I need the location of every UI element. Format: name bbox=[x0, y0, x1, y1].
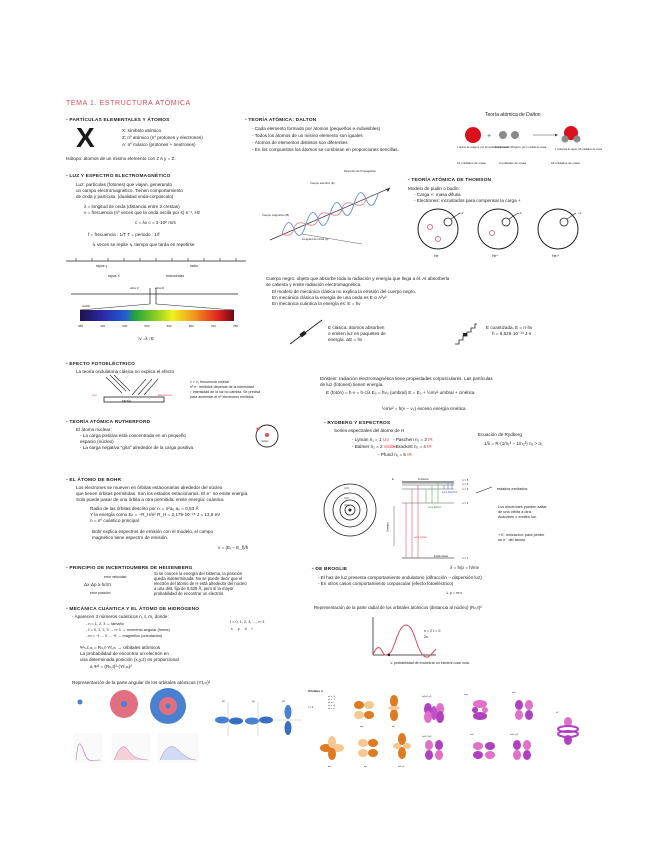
rutherford-atom-icon bbox=[254, 423, 280, 449]
debroglie-text: - En otros casos comportamiento corpuscular (efecto fotoeléctrico) bbox=[318, 581, 454, 586]
orbital-letter: d bbox=[244, 627, 247, 631]
dalton-bullet: - Átomos de elementos distintos son diferentes bbox=[252, 140, 348, 145]
bohr-note: de una órbita a otra. bbox=[498, 510, 532, 514]
rydberg-title: Ecuación de Rydberg bbox=[478, 432, 522, 437]
section-rutherford-heading: • TEORÍA ATÓMICA RUTHERFORD bbox=[66, 420, 150, 425]
dalton-bullet: - Cada elemento formado por átomos (pequeños e indivisibles) bbox=[252, 126, 381, 131]
radial-title: Representación de la parte radial de los orbitales atómicos (distancia al núcleo) (Rₙ,ℓ)² bbox=[314, 605, 482, 610]
dalton-molecules-icon bbox=[455, 108, 595, 168]
serie-balmer: - Balmer n₁ = 2 visible bbox=[352, 444, 397, 449]
heisenberg-text: probabilidad de encontrar un electrón. bbox=[154, 591, 225, 596]
clasica-text: energía. ΔE = hν bbox=[328, 337, 363, 342]
f-label: fyz² bbox=[512, 692, 516, 694]
d-label: dz² bbox=[392, 726, 396, 728]
visible-spectrum-icon bbox=[66, 288, 246, 328]
ir-label: infra R. bbox=[155, 286, 165, 290]
error-velocidad-label: error velocidad bbox=[104, 575, 127, 579]
mecanica-equation: Ψₙ,ℓ,ₘ = Rₙ,ℓ·Yℓ,ₘ → orbitales atómicos bbox=[80, 645, 161, 650]
d-ml-label: mℓ = +1 bbox=[328, 705, 335, 707]
serie-paschen: - Paschen n₁ = 3 IR bbox=[393, 437, 433, 442]
luz-text: ν = frecuencia (nº veces que la onda oscila por s) s⁻¹, Hz bbox=[84, 210, 201, 215]
rutherford-text: espacio (núcleo) bbox=[80, 439, 114, 444]
cuantica-text: E cuantizada, E = n·hν bbox=[486, 325, 533, 330]
luz-text: λ = longitud de onda (distancia entre 2 crestas) bbox=[84, 204, 180, 209]
einstein-equation: ½mv² = h(ν − ν₀) exceso energía cinética bbox=[382, 406, 466, 411]
element-symbol: X bbox=[76, 122, 95, 153]
nm-tick: 780 bbox=[232, 324, 238, 328]
clasica-text: E clásica: átomos absorben bbox=[328, 325, 385, 330]
section-debroglie-heading: • DE BROGLIE bbox=[312, 567, 347, 572]
f-label: fz(x²−y²) bbox=[510, 734, 519, 736]
d-label: dxy bbox=[360, 726, 364, 728]
d-ml-label: mℓ = −2 bbox=[328, 696, 335, 698]
wave-label: Dirección de Propagación bbox=[344, 169, 377, 173]
isotopo-text: Isótopo: átomos de un mismo elemento con ≠ A y = Z. bbox=[66, 156, 176, 161]
heisenberg-text: Si se conoce la energía del sistema, la posición bbox=[154, 571, 243, 576]
bohr-text: n = nº cuántico principal bbox=[90, 518, 139, 523]
section-fotoelectrico-heading: • EFECTO FOTOELÉCTRICO bbox=[66, 362, 135, 367]
arrow-icon bbox=[476, 486, 496, 494]
thomson-atoms-icon bbox=[408, 205, 598, 255]
rutherford-text: - La carga positiva está concentrada en un pequeño bbox=[80, 433, 186, 438]
mecanica-text: una determinada posición (x,y,z) es proporcional bbox=[80, 657, 179, 662]
dalton-caption: 1 átomo de oxígeno, por 16 unidades de masa bbox=[457, 146, 509, 149]
nm-tick: 500 bbox=[122, 324, 128, 328]
thomson-text: - Electrones: incrustados para compensar la carga + bbox=[414, 198, 521, 203]
bohr-text: magnético tiene espectro de emisión. bbox=[92, 535, 169, 540]
mecanica-text: - n = 1, 2, 3 → tamaño bbox=[86, 622, 124, 626]
f-label: fx(x²−3y²) bbox=[422, 736, 432, 738]
orbit-label: n=2 bbox=[344, 496, 349, 500]
nm-tick: 600 bbox=[166, 324, 172, 328]
energy-axis-label: Energía bbox=[386, 522, 390, 532]
visible-label: visible bbox=[82, 304, 91, 308]
f-label: fxyz bbox=[464, 694, 468, 696]
p-orbitals-icon bbox=[214, 700, 304, 740]
luz-equation: c = λν c = 3·10⁸ m/s bbox=[135, 220, 176, 225]
nm-tick: 380 bbox=[78, 324, 84, 328]
bohr-text: Bohr explica espectros de emisión con el modelo, el campo bbox=[92, 529, 214, 534]
cuerpo-negro-text: se calienta y emite radiación electromagnética. bbox=[266, 282, 362, 287]
debroglie-equation: λ = h/p = h/mv bbox=[450, 565, 480, 570]
f-label: fz³ bbox=[556, 712, 559, 714]
error-posicion-label: error posición bbox=[90, 591, 111, 595]
radial-sub: 2s bbox=[424, 635, 428, 639]
em-wave-figure bbox=[262, 168, 402, 248]
rutherford-text: - La carga negativa "gira" alrededor de la carga positiva. bbox=[80, 445, 195, 450]
scale-label: rayos γ bbox=[96, 264, 108, 268]
p-label: py bbox=[252, 700, 255, 703]
serie-brackett: - Brackett n₁ = 4 IR bbox=[393, 444, 432, 449]
d-label: dx²−y² bbox=[398, 766, 405, 768]
heisenberg-text: electrón del átomo de H está alrededor del núcleo bbox=[154, 581, 247, 586]
luz-text: de onda y partícula. (dualidad onda-corpúsculo) bbox=[76, 194, 174, 199]
electrones-label: Electrones bbox=[158, 393, 173, 397]
heisenberg-text: queda indeterminada. No se puede decir que el bbox=[154, 576, 243, 581]
luz-text: ↳ veces se repite ↳ tiempo que tarda en repetirse bbox=[92, 242, 195, 247]
bohr-equation: Radio de las órbitas descrito por rₙ = n²a₀ a₀ = 0,53 Å bbox=[90, 506, 199, 511]
luz-text: Luz: partículas (fotones) que viajan, generando bbox=[76, 182, 173, 187]
f-label: fxz² bbox=[470, 734, 474, 736]
charge-label: +2 bbox=[578, 211, 582, 215]
dalton-caption: 2 átomos de hidrógeno, por 1 unidad de masa bbox=[495, 146, 547, 149]
dalton-bullet: - Todos los átomos de un mismo elemento son iguales bbox=[252, 133, 363, 138]
wave-label: Longitud de Onda (λ) bbox=[302, 237, 329, 241]
orbital-letter: f bbox=[251, 627, 253, 631]
atom-label: He⁺ bbox=[492, 254, 499, 258]
scale-label: microondas bbox=[166, 274, 185, 278]
d-label: dyz bbox=[364, 766, 368, 768]
section-heisenberg-heading: • PRINCIPIO DE INCERTIDUMBRE DE HEISENBERG bbox=[66, 566, 193, 571]
mecanica-text: - m = −ℓ … 0 … +ℓ → magnético (orientación) bbox=[86, 634, 163, 638]
bohr-note: estados excitados bbox=[497, 487, 528, 491]
nm-ticks bbox=[78, 323, 238, 329]
radial-note: ↳ probabilidad de encontrar un electrón casi nula. bbox=[390, 661, 470, 665]
def-a: A: nº másico (protones + neutrones) bbox=[122, 142, 196, 147]
d-ml-label: mℓ = +2 bbox=[328, 708, 335, 710]
atom-label: He bbox=[434, 254, 439, 258]
d-title: Orbitales d bbox=[308, 689, 323, 693]
luz-text: un campo electromagnético. Tienen comportamiento bbox=[76, 188, 183, 193]
orbit-label: n=1 bbox=[344, 503, 349, 507]
bohr-equation: ν = (Eᵢ − E_f)/h bbox=[218, 545, 249, 550]
nm-tick: 650 bbox=[188, 324, 194, 328]
cuerpo-negro-text: En mecánica clásica la energía de una onda es E α A²ν² bbox=[272, 295, 387, 300]
level-label: n = 1 bbox=[462, 556, 469, 560]
dalton-mass: 18 unidades de masa bbox=[551, 161, 580, 165]
em-wave-icon bbox=[262, 168, 402, 248]
bohr-equation: Y la energía como Eₙ = −R_H/n² R_H = 2,179·10⁻¹⁸ J = 13,6 eV bbox=[90, 512, 221, 517]
bohr-orbits-icon bbox=[320, 480, 390, 560]
charge-label: +2 bbox=[518, 211, 522, 215]
serie-lyman: - Lyman n₁ = 1 UV bbox=[352, 437, 390, 442]
angular-title: Representación de la parte angular de los orbitales atómicos (Yℓ,ₘ)² bbox=[72, 680, 211, 685]
svg-text:+: + bbox=[487, 133, 492, 140]
spectrum-footer: ↑ν ↓λ ↑E bbox=[137, 336, 155, 341]
dalton-fig-title: Teoría atómica de Dalton bbox=[485, 112, 541, 118]
dalton-bullet: - En los compuestos los átomos se combinan en proporciones sencillas. bbox=[252, 147, 399, 152]
ramp-icon bbox=[290, 318, 324, 346]
d-orbitals-figure bbox=[306, 688, 418, 770]
energy-levels-icon bbox=[390, 476, 470, 562]
section-dalton-heading: • TEORÍA ATÓMICA: DALTON bbox=[245, 118, 316, 123]
mecanica-text: - ℓ = 0, 1, 2, 3 … n−1 → momento angular (forma) bbox=[86, 628, 170, 632]
cuerpo-negro-text: Cuerpo negro: objeto que absorbe toda la radiación y energía que llega a él. Al absorberla bbox=[266, 276, 450, 281]
orbital-letter: p bbox=[237, 627, 240, 631]
cuerpo-negro-text: En mecánica cuántica la energía es: E = hν bbox=[272, 301, 361, 306]
section-mecanica-heading: • MECÁNICA CUÁNTICA Y EL ÁTOMO DE HIDRÓGENO bbox=[66, 607, 199, 612]
level-label: n = 5 bbox=[462, 478, 469, 482]
d-ml-label: mℓ = 0 bbox=[328, 702, 334, 704]
wave-label: Campo magnético (B) bbox=[262, 213, 290, 217]
nm-tick: 700 bbox=[210, 324, 216, 328]
bohr-note: Los electrones pueden saltar bbox=[498, 505, 547, 509]
ionization-label: Ionización bbox=[418, 478, 429, 481]
foto-note: ↑ intensidad de la luz no cambia. Se precisa bbox=[190, 390, 261, 394]
dalton-caption: 1 molécula de agua, 18 unidades de masa bbox=[555, 148, 603, 151]
energy-level-diagram bbox=[386, 476, 470, 562]
mecanica-text: La probabilidad de encontrar un electrón en bbox=[80, 651, 169, 656]
foto-note: nº e⁻ emitidos depende de la intensidad bbox=[190, 385, 254, 389]
d-l-label: ℓ = 2 bbox=[308, 706, 314, 709]
level-label: n = 3 bbox=[462, 487, 469, 491]
s-orbitals-icon bbox=[72, 690, 212, 770]
debroglie-text: - El haz de luz presenta comportamiento ondulatorio (difracción − dispersión luz) bbox=[318, 575, 482, 580]
foto-note: para aumentar el nº electrones emitidos. bbox=[190, 395, 255, 399]
nm-tick: 560 bbox=[144, 324, 150, 328]
orbital-letters bbox=[231, 626, 252, 632]
cuerpo-negro-text: El modelo de mecánica clásica no explica la emisión del cuerpo negro. bbox=[272, 289, 417, 294]
metal-label: METAL bbox=[122, 399, 132, 403]
thomson-text: Modelo de pudin o budín: bbox=[408, 186, 460, 191]
heisenberg-equation: Δx·Δp ≥ h/4π bbox=[84, 582, 112, 587]
section-thomson-heading: • TEORÍA ATÓMICA DE THOMSON bbox=[408, 178, 491, 183]
bohr-text: que tienen órbitas permitidas. Son los estados estacionarios. El e⁻ no emite energía. bbox=[76, 491, 249, 496]
stairs-icon bbox=[455, 318, 479, 346]
section-bohr-heading: • EL ÁTOMO DE BOHR bbox=[66, 478, 121, 483]
bohr-text: Los electrones se mueven en órbitas estacionarias alrededor del núcleo bbox=[76, 485, 223, 490]
nucleus-label: núcleo bbox=[261, 440, 269, 443]
bohr-note: un e⁻ del átomo. bbox=[498, 538, 527, 542]
momentum-note: ↳ p = m·c bbox=[446, 591, 463, 595]
ground-label: Estado basal bbox=[434, 555, 448, 558]
orbit-label: n=3 bbox=[344, 486, 349, 490]
scale-label: rayos X bbox=[108, 274, 120, 278]
orbital-letter: s bbox=[231, 627, 233, 631]
wave-label: Campo eléctrico (E) bbox=[310, 181, 335, 185]
mecanica-equation: a Ψ² = (Rₙ,ℓ)²·(Yℓ,ₘ)² bbox=[90, 664, 132, 669]
bohr-note: Absorben o emiten luz. bbox=[498, 515, 537, 519]
section-particulas-heading: • PARTÍCULAS ELEMENTALES Y ÁTOMOS bbox=[66, 118, 170, 123]
def-z: Z: nº atómico (nº protones y electrones) bbox=[122, 135, 203, 140]
p-label: pz bbox=[282, 700, 285, 703]
atom-label: He²⁺ bbox=[552, 254, 560, 258]
photoelectric-diagram-icon bbox=[96, 375, 186, 405]
dalton-mass: 16 unidades de masa bbox=[457, 161, 486, 165]
foto-note: ν > ν₀ frecuencia umbral bbox=[190, 380, 229, 384]
section-luz-heading: • LUZ Y ESPECTRO ELECTROMAGNÉTICO bbox=[66, 174, 171, 179]
e-axis-label: E bbox=[392, 478, 394, 481]
page-title: TEMA 1. ESTRUCTURA ATÓMICA bbox=[66, 100, 191, 107]
def-x: X: símbolo atómico bbox=[122, 128, 162, 133]
fotoelectrico-text: La teoría ondulatoria clásica no explica el efecto bbox=[76, 369, 175, 374]
rutherford-text: El átomo nuclear: bbox=[76, 427, 112, 432]
balmer-label: serie Balmer bbox=[428, 506, 442, 509]
luz-equation: f = frecuencia : 1/T T = periodo : 1/f bbox=[88, 232, 160, 237]
lyman-label: serie Lyman bbox=[414, 536, 427, 539]
bohr-text: Solo puede pasar de una órbita a otra permitida: emite energía: cuántica bbox=[76, 497, 224, 502]
l-values: ℓ = 0, 1, 2, 3, …, n−1 bbox=[230, 620, 265, 624]
einstein-text: Einstein: radiación electromagnética tiene propiedades corpusculares. Las partículas bbox=[320, 376, 493, 381]
luz-label: Luz bbox=[92, 393, 97, 397]
paschen-label: serie Paschen bbox=[442, 491, 458, 494]
charge-label: +2 bbox=[460, 211, 464, 215]
bohr-note: + E. ionización: para perder bbox=[498, 533, 545, 537]
cuantica-text: h = 6,626·10⁻³⁴ J·s bbox=[492, 331, 532, 336]
d-label: dxz bbox=[328, 766, 332, 768]
radial-label: n = 2 ℓ = 0 bbox=[424, 629, 441, 633]
thomson-text: - Carga +: masa difusa bbox=[414, 192, 461, 197]
p-label: px bbox=[222, 700, 225, 703]
dalton-figure bbox=[455, 108, 603, 168]
section-espectros-heading: • RYDBERG Y ESPECTROS bbox=[324, 421, 390, 426]
einstein-equation: E (fotón) = h·ν = h·c/λ E₀ = hν₀ (umbral) E = E₀ + ½mv² umbral + cinética bbox=[326, 390, 475, 395]
serie-pfund: - Pfund n₁ = 5 IR bbox=[378, 452, 412, 457]
f-label: fy(3x²−y²) bbox=[422, 696, 432, 698]
heisenberg-text: a una dist. fija de 0,529 Å, pero sí la mayor bbox=[154, 586, 234, 591]
f-orbital-lobes-icon bbox=[420, 692, 585, 772]
f-orbitals-figure bbox=[420, 692, 585, 772]
dalton-mass: 2 unidades de masa bbox=[499, 161, 527, 165]
level-label: n = 2 bbox=[462, 501, 469, 505]
einstein-text: de luz (fotones) tienen energía. bbox=[320, 382, 384, 387]
nm-tick: 420 bbox=[100, 324, 106, 328]
rydberg-equation: 1/λ = R·(1/n₁² − 1/n₂²) n₂ > n₁ bbox=[484, 441, 543, 446]
espectros-subheading: Series espectrales del átomo de H bbox=[334, 428, 405, 433]
clasica-text: o emiten luz en paquetes de bbox=[328, 331, 386, 336]
d-ml-label: mℓ = −1 bbox=[328, 699, 335, 701]
scale-label: radio bbox=[190, 264, 198, 268]
level-label: n = 4 bbox=[462, 482, 469, 486]
mecanica-text: - Aparecen 3 números cuánticos n, ℓ, m, donde: bbox=[72, 614, 169, 619]
uv-label: ultra V. bbox=[130, 286, 140, 290]
